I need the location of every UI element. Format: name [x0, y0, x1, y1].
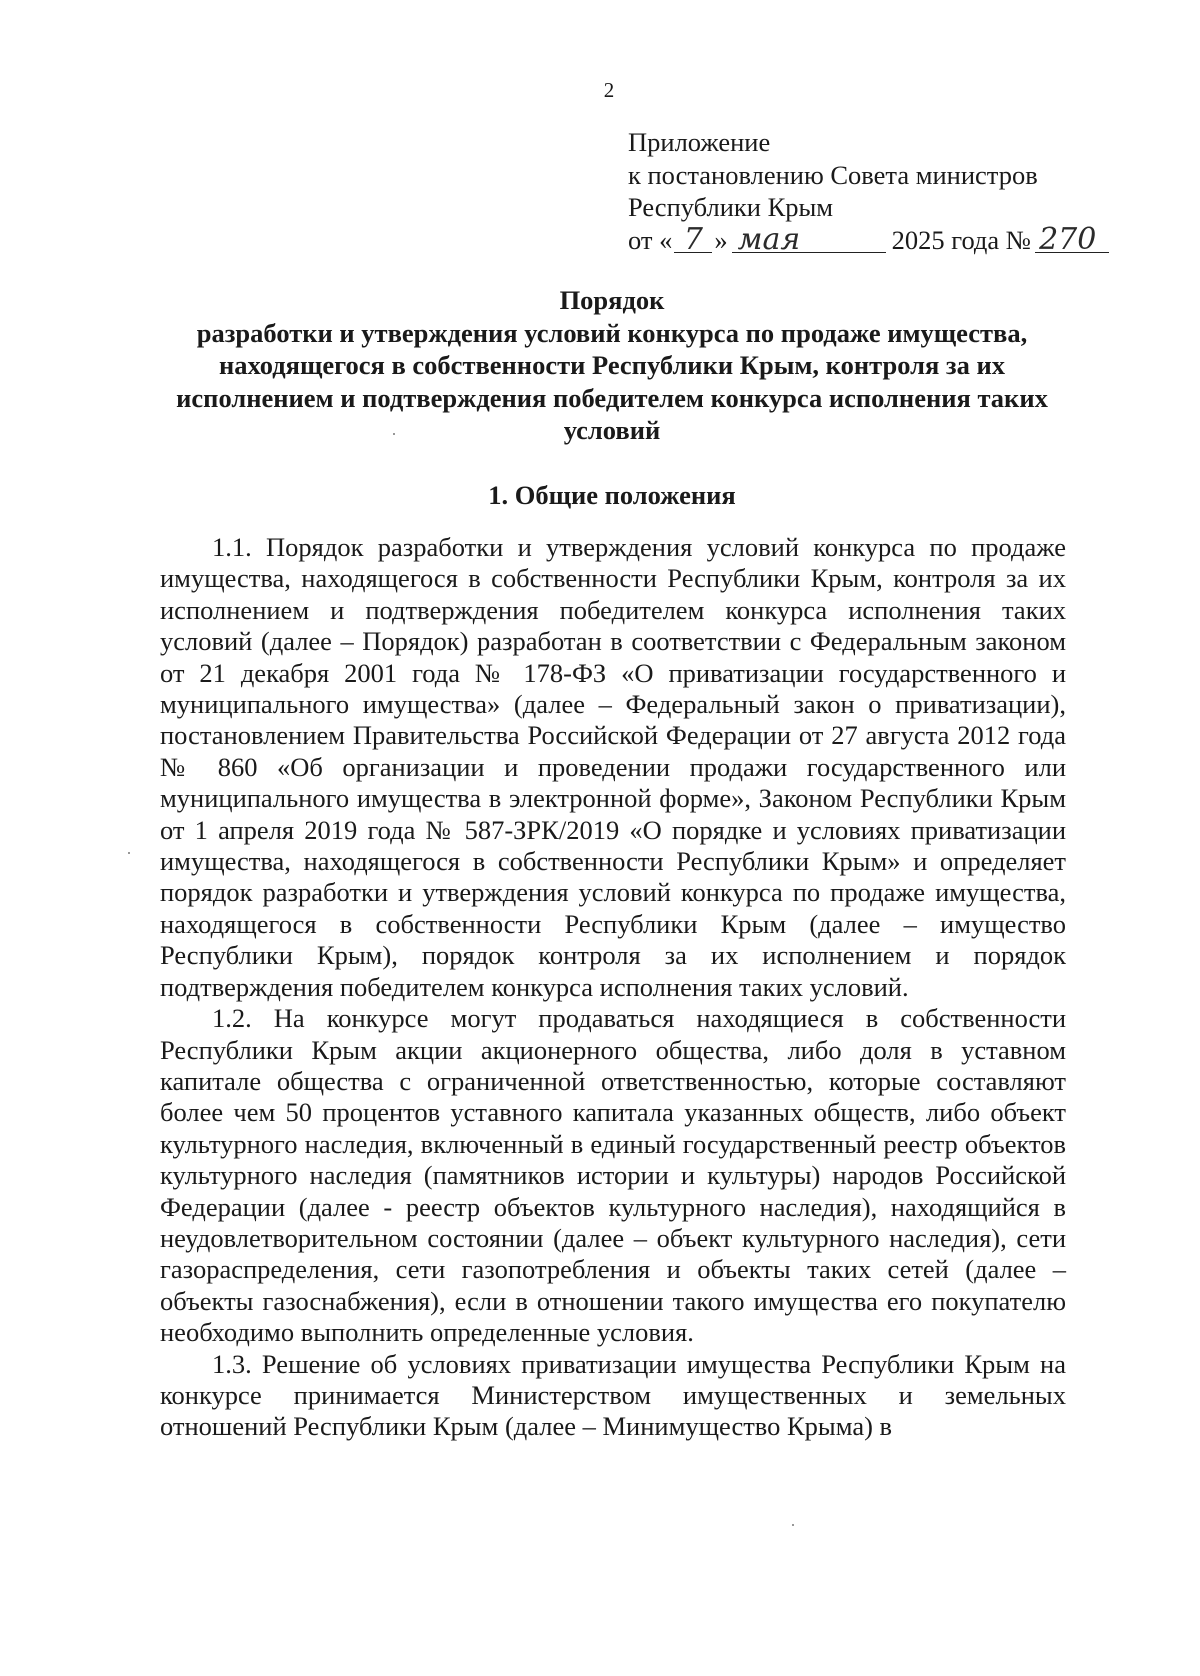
annex-line-1: Приложение	[628, 127, 771, 157]
document-title	[150, 284, 1074, 447]
scan-speck	[792, 1524, 794, 1526]
scan-speck	[393, 433, 395, 435]
section-heading: 1. Общие положения	[488, 480, 736, 510]
date-day-handwritten: 7	[683, 221, 703, 257]
annex-line-2: к постановлению Совета министров	[628, 159, 1038, 190]
annex-date-line	[628, 221, 1109, 257]
annex-block	[628, 126, 1109, 256]
page-number: 2	[603, 78, 615, 102]
paragraph-1-1: 1.1. Порядок разработки и утверждения условий конкурса по продаже имущества, находящегося в собственности Республики Крым, контроля за их исполнением и подтверждения победителем конкурса исполнения таких условий (далее – Порядок) разработан в соответствии с Федеральным законом от 21 декабря 2001 года № 178-ФЗ «О приватизации государственного и муниципального имущества» (далее – Федеральный закон о приватизации), постановлением Правительства Российской Федерации от 27 августа 2012 года № 860 «Об организации и проведении продажи государственного или муниципального имущества в электронной форме», Законом Республики Крым от 1 апреля 2019 года № 587-ЗРК/2019 «О порядке и условиях приватизации имущества, находящегося в собственности Республики Крым» и определяет порядок разработки и утверждения условий конкурса по продаже имущества, находящегося в собственности Республики Крым (далее – имущество Республики Крым), порядок контроля за их исполнением и порядок подтверждения победителем конкурса исполнения таких условий.	[160, 532, 1066, 1002]
body-text	[160, 532, 1066, 1443]
date-year-text: 2025 года №	[891, 224, 1032, 255]
date-prefix: от «	[628, 224, 673, 255]
paragraph-1-2: 1.2. На конкурсе могут продаваться находящиеся в собственности Республики Крым акции акционерного общества, либо доля в уставном капитале общества с ограниченной ответственностью, которые составляют более чем 50 процентов уставного капитала указанных обществ, либо объект культурного наследия, включенный в единый государственный реестр объектов культурного наследия (памятников истории и культуры) народов Российской Федерации (далее - реестр объектов культурного наследия), находящийся в неудовлетворительном состоянии (далее – объект культурного наследия), сети газораспределения, сети газопотребления и объекты таких сетей (далее – объекты газоснабжения), если в отношении такого имущества его покупателю необходимо выполнить определенные условия.	[160, 1003, 1066, 1348]
scan-speck	[128, 852, 130, 854]
date-day-field	[674, 221, 712, 257]
date-month-handwritten: мая	[737, 221, 801, 257]
title-line-2: разработки и утверждения условий конкурса по продаже имущества, находящегося в собственности Республики Крым, контроля за их исполнением и подтверждения победителем конкурса исполнения таких условий	[176, 317, 1048, 445]
date-month-field	[732, 221, 886, 257]
annex-line-3: Республики Крым	[628, 192, 834, 222]
date-quote-close: »	[714, 224, 728, 255]
title-line-1: Порядок	[559, 285, 665, 315]
paragraph-1-3: 1.3. Решение об условиях приватизации имущества Республики Крым на конкурсе принимается Министерством имущественных и земельных отношений Республики Крым (далее – Минимущество Крыма) в	[160, 1348, 1066, 1442]
document-number-field	[1035, 221, 1109, 257]
document-number-handwritten: 270	[1039, 221, 1097, 257]
